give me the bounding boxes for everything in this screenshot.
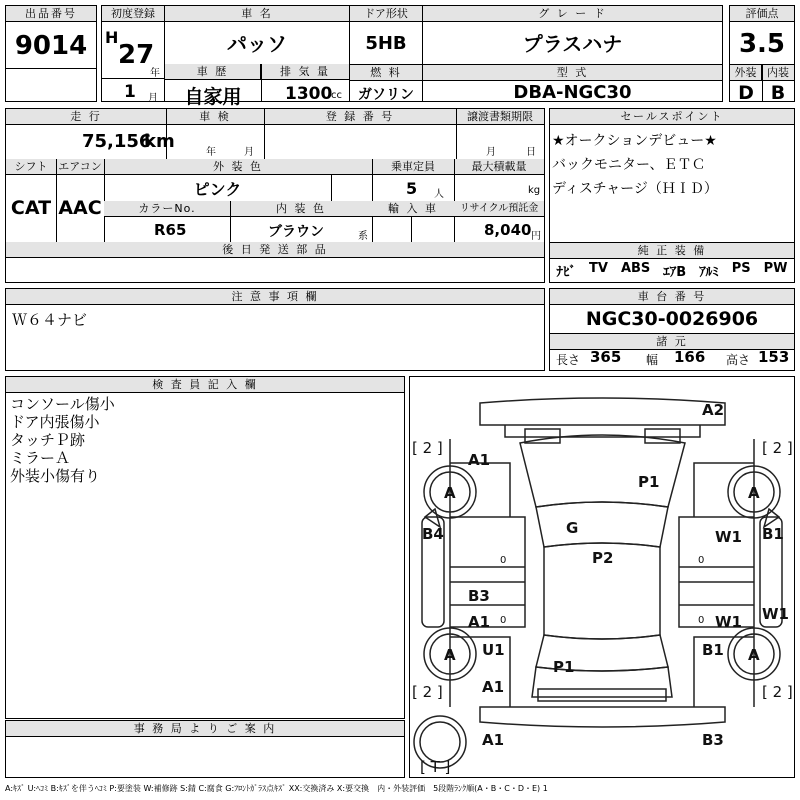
inspector-line: ミラーＡ (10, 449, 71, 467)
aircon: AAC (58, 197, 102, 219)
office-box (5, 720, 405, 778)
grade: プラスハナ (522, 32, 623, 56)
inspector-line: 外装小傷有り (10, 467, 101, 485)
inspection-year-unit: 年 (206, 147, 216, 158)
sales-points-label: セールスポイント (550, 109, 794, 125)
damage-mark: A1 (468, 451, 491, 469)
inspector-line: タッチＰ跡 (10, 431, 86, 449)
damage-diagram-box (409, 376, 795, 778)
fuel: ガソリン (358, 87, 414, 103)
length: 365 (590, 348, 622, 366)
load-label: 最大積載量 (454, 159, 544, 175)
equipment-ps: PS (731, 261, 751, 276)
damage-mark: P1 (638, 473, 660, 491)
legend-line: A:ｷｽﾞ U:ﾍｺﾐ B:ｷｽﾞを伴うﾍｺﾐ P:要塗装 W:補修跡 S:錆 C:腐食 G:ﾌﾛﾝﾄｶﾞﾗｽ点ｷｽﾞ XX:交換済み X:要交換 内・外装評価 5段階ﾗﾝｸ順(A・B・C・D・E) 1 (5, 784, 548, 793)
color-label: 外 装 色 (104, 159, 372, 175)
zero-mark: 0 (698, 555, 705, 566)
spare-tire-label: [ T ] (420, 758, 451, 776)
damage-mark: W1 (715, 613, 742, 631)
exterior-grade: D (738, 82, 754, 104)
sales-points-box (549, 108, 795, 283)
displacement: 1300 (285, 84, 333, 104)
seats: 5 (406, 179, 418, 198)
height: 153 (758, 348, 790, 366)
color-no-label: カラーNo. (104, 201, 230, 217)
sales-point-line: ★オークションデビュー★ (552, 133, 717, 149)
car-damage-diagram (410, 377, 794, 777)
import-label: 輸 入 車 (372, 201, 454, 217)
damage-mark: B3 (702, 731, 724, 749)
tire-depth-front-right: [ 2 ] (762, 439, 793, 457)
inspector-label: 検 査 員 記 入 欄 (6, 377, 404, 393)
transfer-day-unit: 日 (526, 147, 536, 158)
interior-label: 内装 (762, 64, 794, 81)
interior-color-label: 内 装 色 (230, 201, 372, 217)
mileage-label: 走 行 (6, 109, 166, 125)
equipment-nav: ﾅﾋﾞ (556, 265, 576, 280)
lot-box (5, 5, 97, 102)
recycle-unit: 円 (531, 231, 541, 242)
lot-label: 出品番号 (6, 6, 96, 22)
recycle-fee: 8,040 (484, 221, 532, 239)
exterior-label: 外装 (730, 64, 762, 81)
damage-mark: A (444, 646, 456, 664)
door-box (349, 5, 423, 102)
transfer-label: 譲渡書類期限 (456, 109, 544, 125)
sales-points-list (550, 125, 794, 205)
car-name: パッソ (227, 32, 287, 56)
zero-mark: 0 (698, 615, 705, 626)
spec-label: 諸 元 (550, 333, 794, 350)
damage-mark: A (444, 484, 456, 502)
aircon-label: エアコン (56, 159, 104, 175)
width-label: 幅 (646, 353, 659, 367)
fuel-label: 燃 料 (350, 64, 422, 81)
equipment-alloy: ｱﾙﾐ (699, 265, 719, 280)
office-label: 事 務 局 よ り ご 案 内 (6, 721, 404, 737)
inspector-line: コンソール傷小 (10, 395, 115, 413)
equipment-airbag: ｴｱB (663, 265, 687, 280)
transfer-month-unit: 月 (486, 147, 496, 158)
equipment-label: 純 正 装 備 (550, 242, 794, 259)
displacement-unit: cc (331, 90, 342, 101)
era: H (105, 28, 119, 47)
damage-mark: B3 (468, 587, 490, 605)
tire-depth-rear-right: [ 2 ] (762, 683, 793, 701)
seats-label: 乗車定員 (372, 159, 454, 175)
interior-grade: B (770, 82, 786, 104)
displacement-label: 排 気 量 (261, 64, 349, 80)
door-label: ドア形状 (350, 6, 422, 22)
score-box (729, 5, 795, 102)
notes-label: 注 意 事 項 欄 (6, 289, 544, 305)
mileage-unit: km (144, 131, 175, 152)
tire-depth-rear-left: [ 2 ] (412, 683, 443, 701)
car-name-box (164, 5, 350, 108)
shift: CAT (10, 197, 52, 219)
exterior-color: ピンク (193, 180, 242, 199)
damage-mark: G (566, 519, 579, 537)
damage-mark: W1 (715, 528, 742, 546)
color-number: R65 (154, 221, 187, 239)
sales-point-line: バックモニター、ＥＴＣ (552, 157, 706, 173)
recycle-label: リサイクル預託金 (454, 201, 544, 217)
lot-number: 9014 (14, 31, 88, 61)
car-name-label: 車 名 (165, 6, 349, 22)
vehicle-info-block (5, 108, 545, 283)
first-reg-month: 1 (124, 82, 136, 102)
damage-mark: A (748, 646, 760, 664)
zero-mark: 0 (500, 555, 507, 566)
equipment-list (550, 261, 794, 280)
damage-mark: A (748, 484, 760, 502)
sales-point-line: ディスチャージ（ＨＩＤ） (552, 181, 718, 197)
first-reg-label: 初度登録 (102, 6, 164, 22)
notes-box (5, 288, 545, 371)
model-code: DBA-NGC30 (513, 82, 632, 103)
chassis-box (549, 288, 795, 371)
inspection-month-unit: 月 (244, 147, 254, 158)
equipment-pw: PW (763, 261, 788, 276)
history: 自家用 (184, 86, 242, 108)
damage-mark: P1 (553, 658, 575, 676)
grade-label: グ レ ー ド (423, 6, 722, 22)
model-label: 型 式 (423, 64, 722, 81)
zero-mark: 0 (500, 615, 507, 626)
notes-text: Ｗ６４ナビ (12, 311, 88, 329)
first-reg-year: 27 (118, 40, 155, 70)
load-unit: kg (528, 185, 541, 196)
year-unit: 年 (150, 68, 160, 79)
score-label: 評価点 (730, 6, 794, 22)
later-parts-label: 後 日 発 送 部 品 (6, 242, 544, 258)
tire-depth-front-left: [ 2 ] (412, 439, 443, 457)
chassis-number: NGC30-0026906 (585, 308, 759, 330)
shift-label: シフト (6, 159, 56, 175)
damage-mark: A2 (702, 401, 725, 419)
damage-mark: U1 (482, 641, 505, 659)
length-label: 長さ (556, 353, 581, 367)
damage-mark: B4 (422, 525, 444, 543)
grade-box (422, 5, 723, 102)
mileage: 75,156 (82, 131, 152, 152)
width: 166 (674, 348, 706, 366)
inspector-box (5, 376, 405, 719)
interior-color: ブラウン (268, 224, 324, 240)
damage-mark: A1 (468, 613, 491, 631)
damage-mark: B1 (762, 525, 784, 543)
seats-unit: 人 (434, 189, 444, 200)
equipment-abs: ABS (620, 261, 651, 276)
door-type: 5HB (365, 33, 407, 54)
interior-color-unit: 系 (358, 231, 368, 242)
inspection-label: 車 検 (166, 109, 264, 125)
equipment-tv: TV (589, 261, 608, 276)
damage-mark: P2 (592, 549, 614, 567)
chassis-label: 車 台 番 号 (550, 289, 794, 305)
height-label: 高さ (726, 353, 751, 367)
score: 3.5 (738, 29, 786, 59)
damage-mark: B1 (702, 641, 724, 659)
damage-mark: A1 (482, 678, 505, 696)
inspector-line: ドア内張傷小 (10, 413, 100, 431)
inspector-notes (6, 393, 404, 487)
damage-mark: W1 (762, 605, 789, 623)
history-label: 車 歴 (165, 64, 261, 80)
damage-mark: A1 (482, 731, 505, 749)
month-unit: 月 (148, 93, 158, 104)
first-registration-box (101, 5, 165, 102)
reg-no-label: 登 録 番 号 (264, 109, 456, 125)
